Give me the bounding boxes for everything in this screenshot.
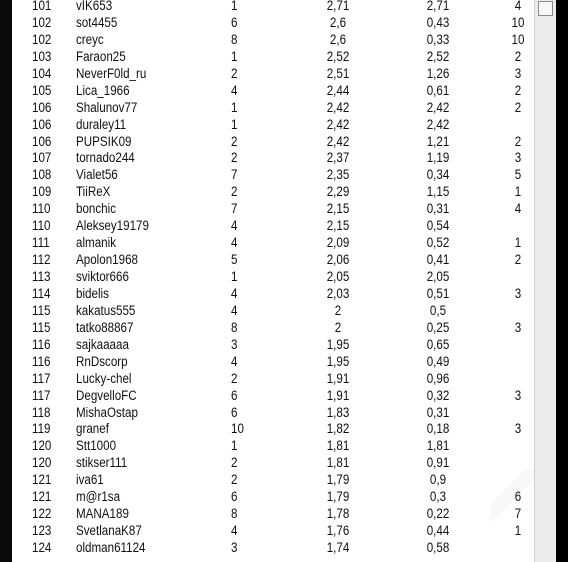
value-cell: 1,26 bbox=[426, 65, 450, 81]
games-cell: 6 bbox=[231, 404, 238, 420]
wins-cell: 4 bbox=[514, 0, 522, 13]
value-cell: 0,32 bbox=[426, 387, 450, 403]
games-cell: 2 bbox=[231, 133, 238, 149]
average-cell: 2,6 bbox=[329, 14, 347, 30]
table-row bbox=[12, 320, 534, 337]
nickname-cell: granef bbox=[76, 421, 109, 437]
value-cell: 0,9 bbox=[429, 472, 447, 488]
wins-cell: 2 bbox=[514, 82, 522, 98]
nickname-cell: MishaOstap bbox=[76, 404, 138, 420]
value-cell: 0,3 bbox=[429, 489, 447, 505]
rank-cell: 118 bbox=[32, 404, 51, 420]
nickname-cell: Aleksey19179 bbox=[76, 218, 149, 234]
games-cell: 1 bbox=[231, 269, 238, 284]
average-cell: 1,81 bbox=[326, 438, 350, 454]
average-cell: 2,6 bbox=[329, 31, 347, 47]
rank-cell: 105 bbox=[32, 82, 52, 98]
value-cell: 0,31 bbox=[426, 404, 450, 420]
value-cell: 0,65 bbox=[426, 336, 450, 352]
rank-cell: 113 bbox=[32, 269, 51, 284]
value-cell: 0,34 bbox=[426, 167, 450, 183]
nickname-cell: stikser111 bbox=[76, 455, 128, 471]
rank-cell: 117 bbox=[32, 387, 51, 403]
average-cell: 2,44 bbox=[326, 82, 350, 98]
rank-cell: 115 bbox=[32, 319, 51, 335]
rank-cell: 121 bbox=[32, 472, 52, 488]
games-cell: 1 bbox=[231, 438, 238, 454]
value-cell: 1,81 bbox=[426, 438, 450, 454]
games-cell: 6 bbox=[231, 387, 238, 403]
value-cell: 0,43 bbox=[426, 14, 450, 30]
nickname-cell: sot4455 bbox=[76, 14, 118, 30]
games-cell: 4 bbox=[231, 218, 238, 234]
value-cell: 0,31 bbox=[426, 201, 450, 217]
nickname-cell: NeverF0ld_ru bbox=[76, 65, 147, 81]
rank-cell: 102 bbox=[32, 31, 52, 47]
table-row bbox=[12, 15, 534, 32]
value-cell: 0,54 bbox=[426, 218, 450, 234]
games-cell: 8 bbox=[231, 319, 238, 335]
nickname-cell: bidelis bbox=[76, 285, 109, 301]
value-cell: 2,42 bbox=[426, 99, 450, 115]
average-cell: 1,95 bbox=[326, 353, 350, 369]
wins-cell: 3 bbox=[514, 150, 522, 166]
rank-cell: 104 bbox=[32, 65, 52, 81]
rank-cell: 106 bbox=[32, 99, 52, 115]
rank-cell: 101 bbox=[32, 0, 52, 13]
rank-cell: 115 bbox=[32, 302, 51, 318]
average-cell: 2,35 bbox=[326, 167, 350, 183]
rank-cell: 122 bbox=[32, 506, 52, 522]
rank-cell: 107 bbox=[32, 150, 52, 166]
wins-cell: 2 bbox=[514, 133, 522, 149]
nickname-cell: MANA189 bbox=[76, 506, 129, 522]
table-row bbox=[12, 438, 534, 455]
wins-cell: 1 bbox=[514, 235, 522, 251]
games-cell: 6 bbox=[231, 489, 238, 505]
wins-cell: 4 bbox=[514, 201, 522, 217]
nickname-cell: sviktor666 bbox=[76, 269, 129, 284]
table-row bbox=[12, 83, 534, 100]
table-row bbox=[12, 455, 534, 472]
nickname-cell: sajkaaaaa bbox=[76, 336, 129, 352]
rank-cell: 103 bbox=[32, 48, 52, 64]
nickname-cell: SvetlanaK87 bbox=[76, 523, 142, 539]
table-row bbox=[12, 421, 534, 438]
average-cell: 2,42 bbox=[326, 133, 350, 149]
rank-cell: 116 bbox=[32, 353, 51, 369]
games-cell: 2 bbox=[231, 65, 238, 81]
nickname-cell: PUPSIK09 bbox=[76, 133, 132, 149]
value-cell: 0,25 bbox=[426, 319, 450, 335]
value-cell: 0,51 bbox=[426, 285, 450, 301]
value-cell: 1,19 bbox=[426, 150, 450, 166]
games-cell: 1 bbox=[231, 48, 238, 64]
nickname-cell: Stt1000 bbox=[76, 438, 117, 454]
wins-cell: 7 bbox=[514, 506, 522, 522]
rank-cell: 120 bbox=[32, 455, 52, 471]
average-cell: 2,03 bbox=[326, 285, 350, 301]
games-cell: 2 bbox=[231, 150, 238, 166]
average-cell: 1,91 bbox=[326, 370, 350, 386]
average-cell: 2,37 bbox=[326, 150, 350, 166]
table-row bbox=[12, 100, 534, 117]
table-row bbox=[12, 269, 534, 286]
nickname-cell: kakatus555 bbox=[76, 302, 136, 318]
table-row bbox=[12, 134, 534, 151]
value-cell: 2,42 bbox=[426, 116, 450, 132]
nickname-cell: oldman61124 bbox=[76, 540, 146, 555]
nickname-cell: TiiReX bbox=[76, 184, 111, 200]
table-row bbox=[12, 337, 534, 354]
rank-cell: 119 bbox=[32, 421, 51, 437]
average-cell: 2 bbox=[334, 319, 342, 335]
nickname-cell: Lica_1966 bbox=[76, 82, 130, 98]
games-cell: 4 bbox=[231, 235, 238, 251]
average-cell: 1,82 bbox=[326, 421, 350, 437]
games-cell: 1 bbox=[231, 99, 238, 115]
value-cell: 0,58 bbox=[426, 540, 450, 555]
nickname-cell: bonchic bbox=[76, 201, 117, 217]
games-cell: 4 bbox=[231, 523, 238, 539]
table-row bbox=[12, 472, 534, 489]
value-cell: 1,21 bbox=[426, 133, 450, 149]
value-cell: 0,22 bbox=[426, 506, 450, 522]
nickname-cell: Lucky-chel bbox=[76, 370, 132, 386]
table-row bbox=[12, 235, 534, 252]
nickname-cell: almanik bbox=[76, 235, 117, 251]
nickname-cell: duraley11 bbox=[76, 116, 127, 132]
table-rows bbox=[12, 0, 534, 557]
nickname-cell: Shalunov77 bbox=[76, 99, 138, 115]
average-cell: 2,06 bbox=[326, 252, 350, 268]
average-cell: 1,83 bbox=[326, 404, 350, 420]
games-cell: 1 bbox=[231, 0, 238, 13]
nickname-cell: creyc bbox=[76, 31, 104, 47]
wins-cell: 5 bbox=[514, 167, 522, 183]
games-cell: 2 bbox=[231, 472, 238, 488]
rank-cell: 124 bbox=[32, 540, 52, 555]
table-row bbox=[12, 49, 534, 66]
nickname-cell: RnDscorp bbox=[76, 353, 128, 369]
table-row bbox=[12, 354, 534, 371]
value-cell: 2,52 bbox=[426, 48, 450, 64]
window-left-border bbox=[0, 0, 12, 562]
table-row bbox=[12, 506, 534, 523]
rank-cell: 109 bbox=[32, 184, 52, 200]
table-row bbox=[12, 371, 534, 388]
table-row bbox=[12, 388, 534, 405]
table-row bbox=[12, 303, 534, 320]
wins-cell: 2 bbox=[514, 48, 522, 64]
average-cell: 1,79 bbox=[326, 472, 350, 488]
wins-cell: 1 bbox=[514, 523, 522, 539]
vertical-scrollbar[interactable] bbox=[534, 0, 556, 562]
average-cell: 2,09 bbox=[326, 235, 350, 251]
nickname-cell: m@r1sa bbox=[76, 489, 121, 505]
wins-cell: 1 bbox=[514, 184, 522, 200]
table-row bbox=[12, 201, 534, 218]
average-cell: 1,74 bbox=[326, 540, 350, 555]
games-cell: 3 bbox=[231, 336, 238, 352]
table-row bbox=[12, 32, 534, 49]
average-cell: 1,91 bbox=[326, 387, 350, 403]
games-cell: 5 bbox=[231, 252, 238, 268]
wins-cell: 3 bbox=[514, 65, 522, 81]
games-cell: 6 bbox=[231, 14, 238, 30]
wins-cell: 3 bbox=[514, 319, 522, 335]
average-cell: 1,78 bbox=[326, 506, 350, 522]
value-cell: 0,49 bbox=[426, 353, 450, 369]
nickname-cell: Faraon25 bbox=[76, 48, 126, 64]
average-cell: 1,79 bbox=[326, 489, 350, 505]
wins-cell: 2 bbox=[514, 99, 522, 115]
games-cell: 7 bbox=[231, 167, 238, 183]
average-cell: 1,76 bbox=[326, 523, 350, 539]
average-cell: 2,51 bbox=[326, 65, 350, 81]
games-cell: 4 bbox=[231, 82, 238, 98]
average-cell: 2,52 bbox=[326, 48, 350, 64]
table-row bbox=[12, 405, 534, 422]
nickname-cell: DegvelloFC bbox=[76, 387, 137, 403]
table-row bbox=[12, 0, 534, 15]
ranking-table bbox=[12, 0, 534, 562]
games-cell: 4 bbox=[231, 353, 238, 369]
rank-cell: 110 bbox=[32, 201, 51, 217]
nickname-cell: iva61 bbox=[76, 472, 104, 488]
table-row bbox=[12, 66, 534, 83]
rank-cell: 108 bbox=[32, 167, 52, 183]
table-row bbox=[12, 184, 534, 201]
nickname-cell: vIK653 bbox=[76, 0, 113, 13]
average-cell: 1,81 bbox=[326, 455, 350, 471]
rank-cell: 121 bbox=[32, 489, 52, 505]
table-row bbox=[12, 540, 534, 557]
rank-cell: 120 bbox=[32, 438, 52, 454]
value-cell: 0,96 bbox=[426, 370, 450, 386]
rank-cell: 123 bbox=[32, 523, 52, 539]
table-row bbox=[12, 150, 534, 167]
average-cell: 2,15 bbox=[326, 201, 350, 217]
rank-cell: 102 bbox=[32, 14, 52, 30]
table-row bbox=[12, 523, 534, 540]
average-cell: 1,95 bbox=[326, 336, 350, 352]
average-cell: 2,29 bbox=[326, 184, 350, 200]
table-row bbox=[12, 167, 534, 184]
value-cell: 2,71 bbox=[426, 0, 450, 13]
nickname-cell: Vialet56 bbox=[76, 167, 118, 183]
value-cell: 0,41 bbox=[426, 252, 450, 268]
games-cell: 2 bbox=[231, 455, 238, 471]
wins-cell: 3 bbox=[514, 387, 522, 403]
value-cell: 0,18 bbox=[426, 421, 450, 437]
value-cell: 0,33 bbox=[426, 31, 450, 47]
value-cell: 0,5 bbox=[429, 302, 447, 318]
games-cell: 8 bbox=[231, 506, 238, 522]
value-cell: 0,61 bbox=[426, 82, 450, 98]
value-cell: 0,52 bbox=[426, 235, 450, 251]
games-cell: 3 bbox=[231, 540, 238, 555]
average-cell: 2,15 bbox=[326, 218, 350, 234]
average-cell: 2 bbox=[334, 302, 342, 318]
games-cell: 1 bbox=[231, 116, 238, 132]
games-cell: 2 bbox=[231, 184, 238, 200]
window-right-border bbox=[556, 0, 568, 562]
nickname-cell: Apolon1968 bbox=[76, 252, 138, 268]
rank-cell: 106 bbox=[32, 133, 52, 149]
nickname-cell: tornado244 bbox=[76, 150, 135, 166]
table-row bbox=[12, 218, 534, 235]
scrollbar-thumb[interactable] bbox=[538, 1, 553, 16]
games-cell: 10 bbox=[231, 421, 244, 437]
rank-cell: 110 bbox=[32, 218, 51, 234]
value-cell: 0,91 bbox=[426, 455, 450, 471]
rank-cell: 106 bbox=[32, 116, 52, 132]
value-cell: 1,15 bbox=[426, 184, 450, 200]
rank-cell: 116 bbox=[32, 336, 51, 352]
rank-cell: 112 bbox=[32, 252, 51, 268]
rank-cell: 114 bbox=[32, 285, 51, 301]
wins-cell: 2 bbox=[514, 252, 522, 268]
games-cell: 8 bbox=[231, 31, 238, 47]
wins-cell: 3 bbox=[514, 421, 522, 437]
average-cell: 2,71 bbox=[326, 0, 350, 13]
games-cell: 4 bbox=[231, 302, 238, 318]
wins-cell: 6 bbox=[514, 489, 522, 505]
wins-cell: 10 bbox=[511, 31, 525, 47]
rank-cell: 111 bbox=[32, 235, 50, 251]
games-cell: 4 bbox=[231, 285, 238, 301]
rank-cell: 117 bbox=[32, 370, 51, 386]
table-row bbox=[12, 286, 534, 303]
table-row bbox=[12, 252, 534, 269]
average-cell: 2,42 bbox=[326, 116, 350, 132]
value-cell: 2,05 bbox=[426, 269, 450, 284]
wins-cell: 10 bbox=[511, 14, 525, 30]
wins-cell: 3 bbox=[514, 285, 522, 301]
nickname-cell: tatko88867 bbox=[76, 319, 134, 335]
table-row bbox=[12, 117, 534, 134]
games-cell: 2 bbox=[231, 370, 238, 386]
table-row bbox=[12, 489, 534, 506]
average-cell: 2,05 bbox=[326, 269, 350, 284]
value-cell: 0,44 bbox=[426, 523, 450, 539]
average-cell: 2,42 bbox=[326, 99, 350, 115]
games-cell: 7 bbox=[231, 201, 238, 217]
